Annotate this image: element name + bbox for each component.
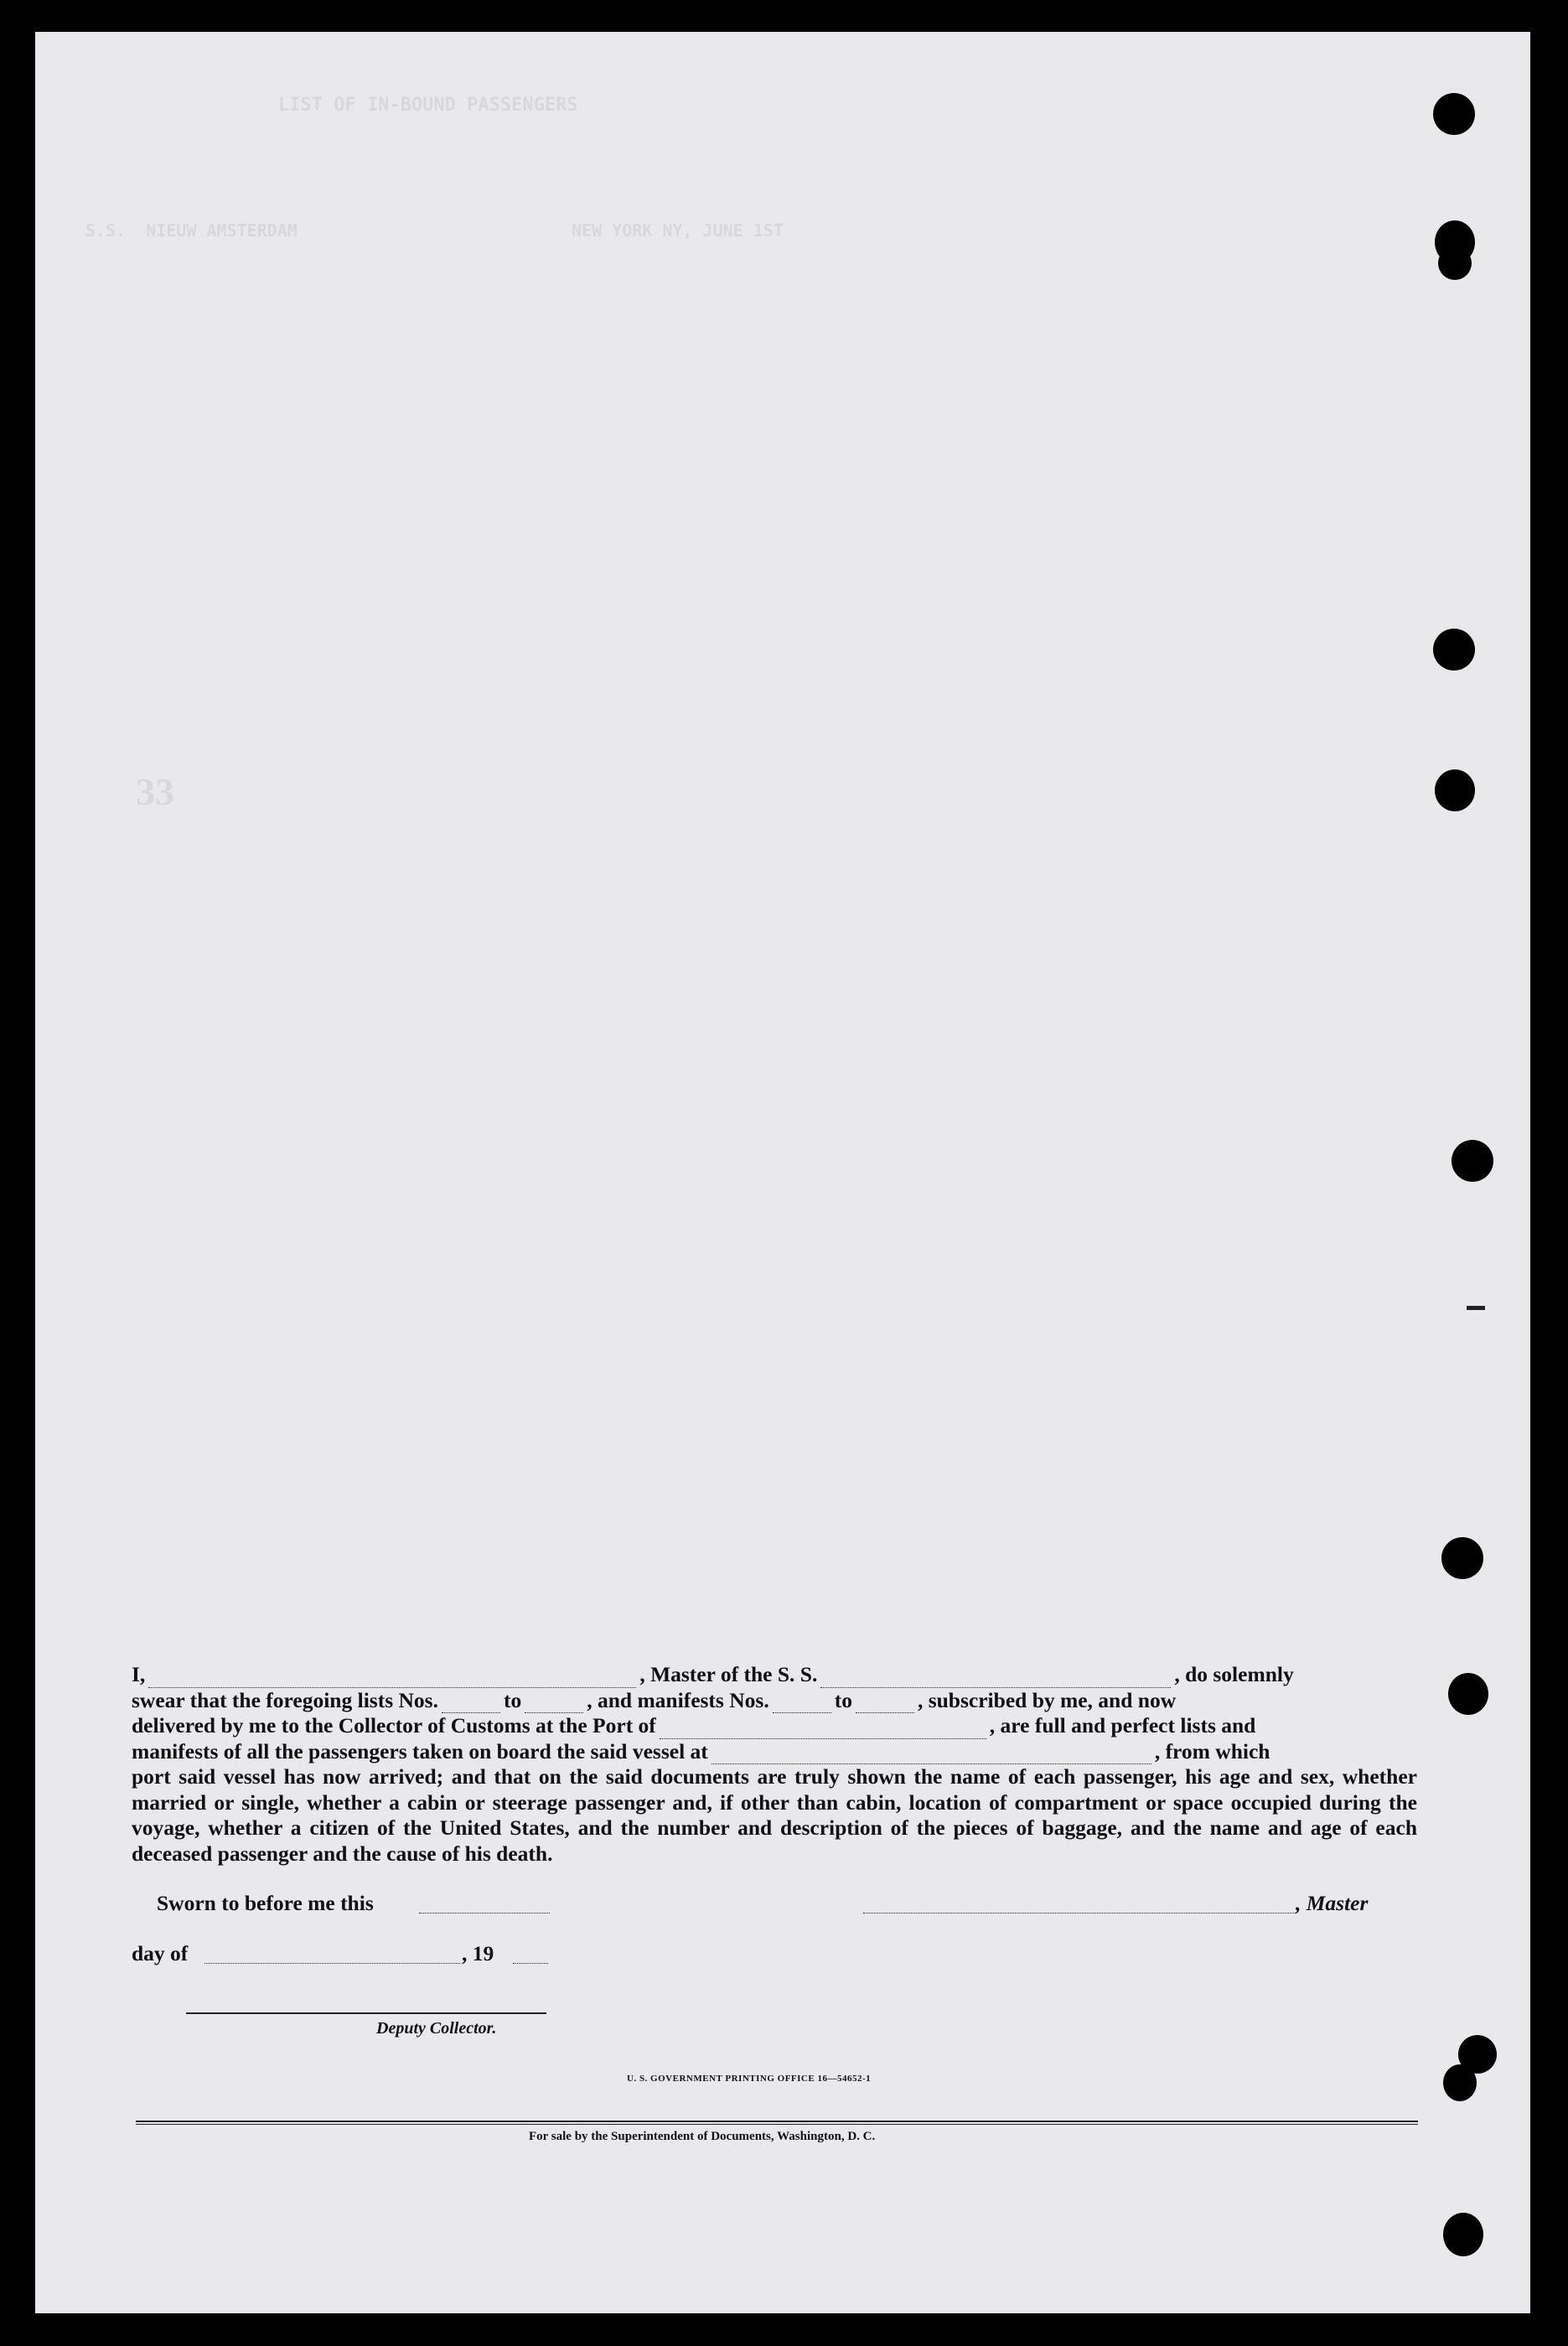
manifests-from-blank[interactable] xyxy=(773,1694,831,1713)
oath-to-2: to xyxy=(834,1687,852,1712)
punch-hole xyxy=(1443,2213,1483,2256)
embarkation-port-blank[interactable] xyxy=(712,1745,1151,1764)
master-name-blank[interactable] xyxy=(148,1669,636,1688)
oath-i: I, xyxy=(132,1662,146,1686)
footer-rule-top xyxy=(136,2121,1418,2122)
bleed-through-text xyxy=(35,32,1530,2313)
document-page xyxy=(35,32,1530,2313)
deputy-collector-label: Deputy Collector. xyxy=(376,2019,497,2038)
oath-paragraph xyxy=(132,1662,1417,1867)
year-label: , 19 xyxy=(462,1941,494,1965)
day-of-blank[interactable] xyxy=(204,1945,460,1964)
punch-hole xyxy=(1452,1140,1493,1182)
printing-office-imprint: U. S. GOVERNMENT PRINTING OFFICE 16—54652-1 xyxy=(627,2074,872,2084)
oath-swear: swear that the foregoing lists Nos. xyxy=(132,1687,438,1712)
punch-hole xyxy=(1438,246,1472,280)
oath-do-solemnly: , do solemnly xyxy=(1174,1662,1294,1686)
punch-hole xyxy=(1441,1537,1483,1579)
lists-to-blank[interactable] xyxy=(525,1694,583,1713)
vessel-name-blank[interactable] xyxy=(820,1669,1171,1688)
oath-are-full: , are full and perfect lists and xyxy=(989,1713,1256,1737)
punch-hole xyxy=(1435,769,1475,811)
punch-hole xyxy=(1443,2064,1477,2101)
punch-hole xyxy=(1433,93,1475,135)
for-sale-notice: For sale by the Superintendent of Documents, Washington, D. C. xyxy=(529,2130,876,2143)
master-signature-blank[interactable] xyxy=(863,1894,1296,1914)
port-blank[interactable] xyxy=(660,1720,986,1739)
master-signature-label: , Master xyxy=(1296,1891,1369,1915)
oath-line-1 xyxy=(132,1662,1417,1688)
oath-from-which: , from which xyxy=(1154,1738,1270,1763)
oath-manifests-all: manifests of all the passengers taken on board the said vessel at xyxy=(132,1738,708,1763)
bleed-line-1: S.S. NIEUW AMSTERDAM xyxy=(85,220,298,241)
oath-to-1: to xyxy=(503,1687,522,1712)
lists-from-blank[interactable] xyxy=(442,1694,500,1713)
punch-hole xyxy=(1448,1673,1488,1715)
sworn-label: Sworn to before me this xyxy=(157,1891,374,1915)
footer-rule-bottom xyxy=(136,2124,1418,2125)
oath-line-4 xyxy=(132,1739,1417,1765)
manifests-to-blank[interactable] xyxy=(856,1694,914,1713)
deputy-signature-line[interactable] xyxy=(186,2012,546,2014)
oath-delivered: delivered by me to the Collector of Customs at the Port of xyxy=(132,1713,656,1737)
punch-mark xyxy=(1467,1306,1485,1310)
oath-and-manifests: , and manifests Nos. xyxy=(587,1687,769,1712)
bleed-heading: LIST OF IN-BOUND PASSENGERS xyxy=(278,95,578,116)
oath-master-of: , Master of the S. S. xyxy=(639,1662,818,1686)
oath-line-2 xyxy=(132,1688,1417,1714)
oath-body: port said vessel has now arrived; and that on the said documents are truly shown the name of each passenger, his age and sex, whether married or single, whether a cabin or steerage passenger and, if other than cabin, location of compartment or space occupied during the voyage, whether a citizen of the United States, and the number and description of the pieces of baggage, and the name and age of each deceased passenger and the cause of his death. xyxy=(132,1764,1417,1866)
bleed-line-2: NEW YORK NY, JUNE 1ST xyxy=(572,220,784,241)
sworn-date-blank[interactable] xyxy=(419,1894,550,1914)
punch-hole xyxy=(1433,629,1475,671)
year-blank[interactable] xyxy=(513,1945,548,1964)
oath-line-3 xyxy=(132,1713,1417,1739)
bleed-page-number: 33 xyxy=(136,770,174,813)
oath-subscribed: , subscribed by me, and now xyxy=(917,1687,1177,1712)
day-of-label: day of xyxy=(132,1941,189,1965)
